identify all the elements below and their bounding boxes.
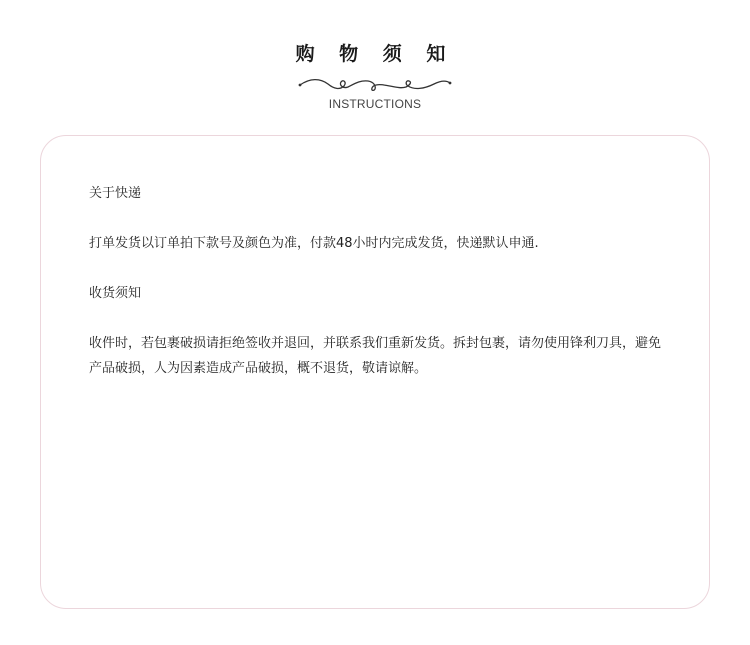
- section-text-delivery: 打单发货以订单拍下款号及颜色为准，付款48小时内完成发货，快递默认申通.: [89, 236, 539, 251]
- page-title: 购 物 须 知: [295, 43, 455, 65]
- page-subtitle: INSTRUCTIONS: [328, 97, 422, 111]
- instructions-card: [40, 135, 710, 609]
- section-text-receipt: 收件时，若包裹破损请拒绝签收并退回，并联系我们重新发货。拆封包裹，请勿使用锋利刀具，避免产品破损，人为因素造成产品破损，概不退货，敬请谅解。: [89, 336, 662, 376]
- section-heading-receipt: 收货须知: [89, 286, 142, 301]
- flourish-divider-icon: [296, 72, 454, 98]
- instructions-content: [89, 181, 664, 381]
- section-heading-delivery: 关于快递: [89, 186, 142, 201]
- page-header: [0, 0, 750, 130]
